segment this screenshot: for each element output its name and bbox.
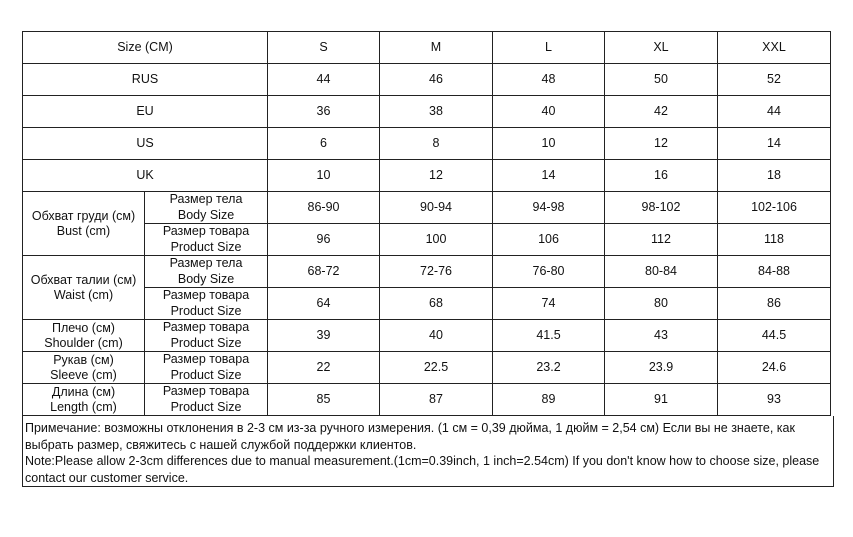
product-size-label [145, 288, 268, 320]
size-l: L [493, 32, 605, 64]
size-m: M [380, 32, 493, 64]
product-size-label-ru: Размер товара [162, 288, 250, 302]
cell: 85 [268, 384, 380, 416]
cell: 23.2 [493, 352, 605, 384]
cell: 98-102 [605, 192, 718, 224]
cell: 64 [268, 288, 380, 320]
table-row-sleeve [23, 352, 831, 384]
size-table [22, 31, 831, 416]
cell: 50 [605, 64, 718, 96]
cell: 22 [268, 352, 380, 384]
cell: 38 [380, 96, 493, 128]
cell: 24.6 [718, 352, 831, 384]
cell: 10 [268, 160, 380, 192]
row-label: UK [23, 160, 268, 192]
cell: 14 [493, 160, 605, 192]
cell: 44.5 [718, 320, 831, 352]
size-xxl: XXL [718, 32, 831, 64]
row-label: RUS [23, 64, 268, 96]
cell: 90-94 [380, 192, 493, 224]
product-size-label-en: Product Size [170, 335, 242, 350]
cell: 86 [718, 288, 831, 320]
size-s: S [268, 32, 380, 64]
cell: 46 [380, 64, 493, 96]
cell: 12 [380, 160, 493, 192]
size-chart [22, 31, 830, 487]
note-en: Note:Please allow 2-3cm differences due to manual measurement.(1cm=0.39inch, 1 inch=2.54cm) If you don't know how to choose size, please contact our customer service. [25, 454, 820, 485]
table-row-bust-body [23, 192, 831, 224]
product-size-label-ru: Размер товара [162, 384, 250, 398]
cell: 112 [605, 224, 718, 256]
cell: 94-98 [493, 192, 605, 224]
cell: 18 [718, 160, 831, 192]
cell: 118 [718, 224, 831, 256]
product-size-label [145, 320, 268, 352]
length-label-en: Length (cm) [50, 399, 117, 414]
cell: 8 [380, 128, 493, 160]
measurement-note [22, 416, 834, 487]
product-size-label-en: Product Size [170, 399, 242, 414]
table-row-waist-product [23, 288, 831, 320]
cell: 84-88 [718, 256, 831, 288]
product-size-label-en: Product Size [170, 239, 242, 254]
cell: 89 [493, 384, 605, 416]
cell: 12 [605, 128, 718, 160]
cell: 80 [605, 288, 718, 320]
product-size-label-ru: Размер товара [162, 352, 250, 366]
cell: 102-106 [718, 192, 831, 224]
body-size-label-en: Body Size [177, 207, 235, 222]
table-row-bust-product [23, 224, 831, 256]
cell: 93 [718, 384, 831, 416]
product-size-label-ru: Размер товара [162, 224, 250, 238]
cell: 43 [605, 320, 718, 352]
table-row-rus [23, 64, 831, 96]
cell: 86-90 [268, 192, 380, 224]
sleeve-label [23, 352, 145, 384]
cell: 100 [380, 224, 493, 256]
header-label: Size (CM) [23, 32, 268, 64]
row-label: US [23, 128, 268, 160]
product-size-label [145, 384, 268, 416]
cell: 52 [718, 64, 831, 96]
shoulder-label-en: Shoulder (cm) [44, 335, 123, 350]
cell: 22.5 [380, 352, 493, 384]
cell: 44 [268, 64, 380, 96]
product-size-label-ru: Размер товара [162, 320, 250, 334]
length-label-ru: Длина (см) [51, 384, 116, 399]
cell: 106 [493, 224, 605, 256]
waist-label-en: Waist (cm) [53, 287, 114, 302]
cell: 87 [380, 384, 493, 416]
product-size-label-en: Product Size [170, 367, 242, 382]
bust-label-ru: Обхват груди (см) [31, 208, 136, 223]
note-ru: Примечание: возможны отклонения в 2-3 см из-за ручного измерения. (1 см = 0,39 дюйма, 1 дюйм = 2,54 см) Если вы не знаете, как выбрать размер, свяжитесь с нашей службой поддержки клиентов. [25, 421, 795, 452]
body-size-label-ru: Размер тела [169, 192, 243, 206]
cell: 48 [493, 64, 605, 96]
shoulder-label-ru: Плечо (см) [52, 320, 115, 335]
body-size-label [145, 256, 268, 288]
size-xl: XL [605, 32, 718, 64]
cell: 72-76 [380, 256, 493, 288]
header-row [23, 32, 831, 64]
cell: 6 [268, 128, 380, 160]
cell: 80-84 [605, 256, 718, 288]
body-size-label-en: Body Size [177, 271, 235, 286]
cell: 39 [268, 320, 380, 352]
cell: 40 [380, 320, 493, 352]
cell: 74 [493, 288, 605, 320]
cell: 91 [605, 384, 718, 416]
cell: 10 [493, 128, 605, 160]
table-row-shoulder [23, 320, 831, 352]
cell: 40 [493, 96, 605, 128]
cell: 76-80 [493, 256, 605, 288]
waist-label-ru: Обхват талии (см) [30, 272, 137, 287]
body-size-label [145, 192, 268, 224]
table-row-length [23, 384, 831, 416]
cell: 44 [718, 96, 831, 128]
cell: 68 [380, 288, 493, 320]
waist-label [23, 256, 145, 320]
cell: 68-72 [268, 256, 380, 288]
shoulder-label [23, 320, 145, 352]
row-label: EU [23, 96, 268, 128]
body-size-label-ru: Размер тела [169, 256, 243, 270]
cell: 96 [268, 224, 380, 256]
table-row-uk [23, 160, 831, 192]
product-size-label [145, 352, 268, 384]
table-row-waist-body [23, 256, 831, 288]
product-size-label-en: Product Size [170, 303, 242, 318]
cell: 42 [605, 96, 718, 128]
table-row-eu [23, 96, 831, 128]
product-size-label [145, 224, 268, 256]
cell: 41.5 [493, 320, 605, 352]
sleeve-label-ru: Рукав (см) [53, 352, 114, 367]
table-row-us [23, 128, 831, 160]
bust-label-en: Bust (cm) [56, 223, 111, 238]
cell: 36 [268, 96, 380, 128]
cell: 23.9 [605, 352, 718, 384]
cell: 14 [718, 128, 831, 160]
length-label [23, 384, 145, 416]
cell: 16 [605, 160, 718, 192]
sleeve-label-en: Sleeve (cm) [50, 367, 117, 382]
bust-label [23, 192, 145, 256]
